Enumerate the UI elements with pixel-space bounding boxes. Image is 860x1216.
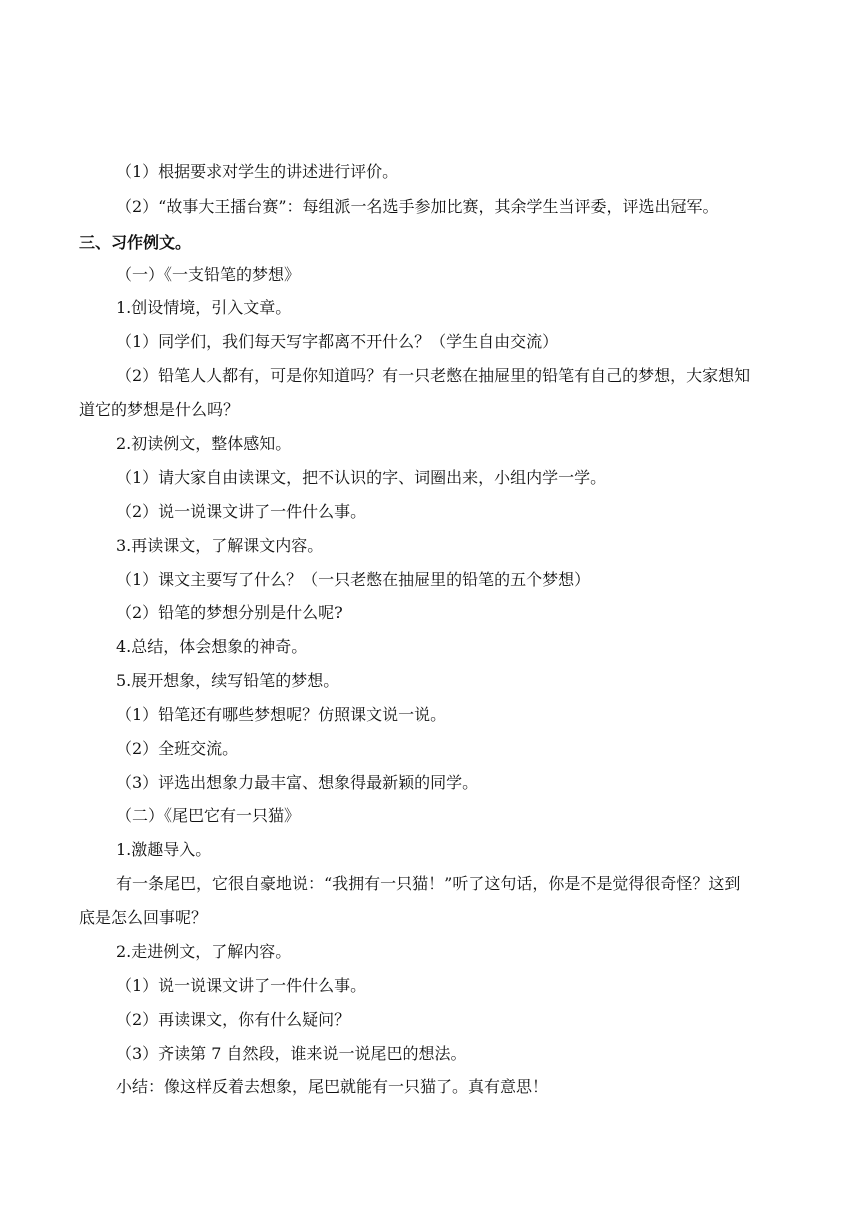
- paragraph: （1）铅笔还有哪些梦想呢？仿照课文说一说。: [116, 705, 447, 724]
- paragraph: （3）评选出想象力最丰富、想象得最新颖的同学。: [116, 773, 479, 792]
- paragraph: 2.走进例文，了解内容。: [116, 942, 292, 961]
- paragraph: 1.激趣导入。: [116, 840, 212, 859]
- paragraph: （2）再读课文，你有什么疑问？: [116, 1010, 351, 1029]
- paragraph: 4.总结，体会想象的神奇。: [116, 637, 308, 656]
- paragraph: 有一条尾巴，它很自豪地说：“我拥有一只猫！”听了这句话，你是不是觉得很奇怪？这到: [116, 874, 741, 893]
- section-heading: 三、习作例文。: [79, 233, 192, 252]
- paragraph: 3.再读课文，了解课文内容。: [116, 536, 324, 555]
- paragraph: （1）说一说课文讲了一件什么事。: [116, 976, 367, 995]
- paragraph: （2）铅笔的梦想分别是什么呢?: [116, 603, 343, 622]
- paragraph: （2）“故事大王擂台赛”：每组派一名选手参加比赛，其余学生当评委，评选出冠军。: [116, 197, 719, 216]
- paragraph: （1）请大家自由读课文，把不认识的字、词圈出来，小组内学一学。: [116, 468, 607, 487]
- summary: 小结：像这样反着去想象，尾巴就能有一只猫了。真有意思！: [116, 1077, 549, 1096]
- paragraph: 1.创设情境，引入文章。: [116, 298, 292, 317]
- paragraph: 2.初读例文，整体感知。: [116, 434, 292, 453]
- paragraph: （3）齐读第 7 自然段，谁来说一说尾巴的想法。: [116, 1044, 467, 1063]
- paragraph: （1）课文主要写了什么？（一只老憋在抽屉里的铅笔的五个梦想）: [116, 570, 591, 589]
- paragraph: （2）全班交流。: [116, 739, 239, 758]
- paragraph: （1）根据要求对学生的讲述进行评价。: [116, 162, 399, 181]
- paragraph-continuation: 道它的梦想是什么吗？: [79, 400, 240, 419]
- paragraph: （2）说一说课文讲了一件什么事。: [116, 502, 367, 521]
- paragraph: 5.展开想象，续写铅笔的梦想。: [116, 671, 340, 690]
- subsection-heading: （一）《一支铅笔的梦想》: [116, 265, 301, 284]
- paragraph: （2）铅笔人人都有，可是你知道吗？有一只老憋在抽屉里的铅笔有自己的梦想，大家想知: [116, 366, 751, 385]
- paragraph: （1）同学们，我们每天写字都离不开什么？（学生自由交流）: [116, 332, 559, 351]
- paragraph-continuation: 底是怎么回事呢？: [79, 908, 208, 927]
- subsection-heading: （二）《尾巴它有一只猫》: [116, 806, 301, 825]
